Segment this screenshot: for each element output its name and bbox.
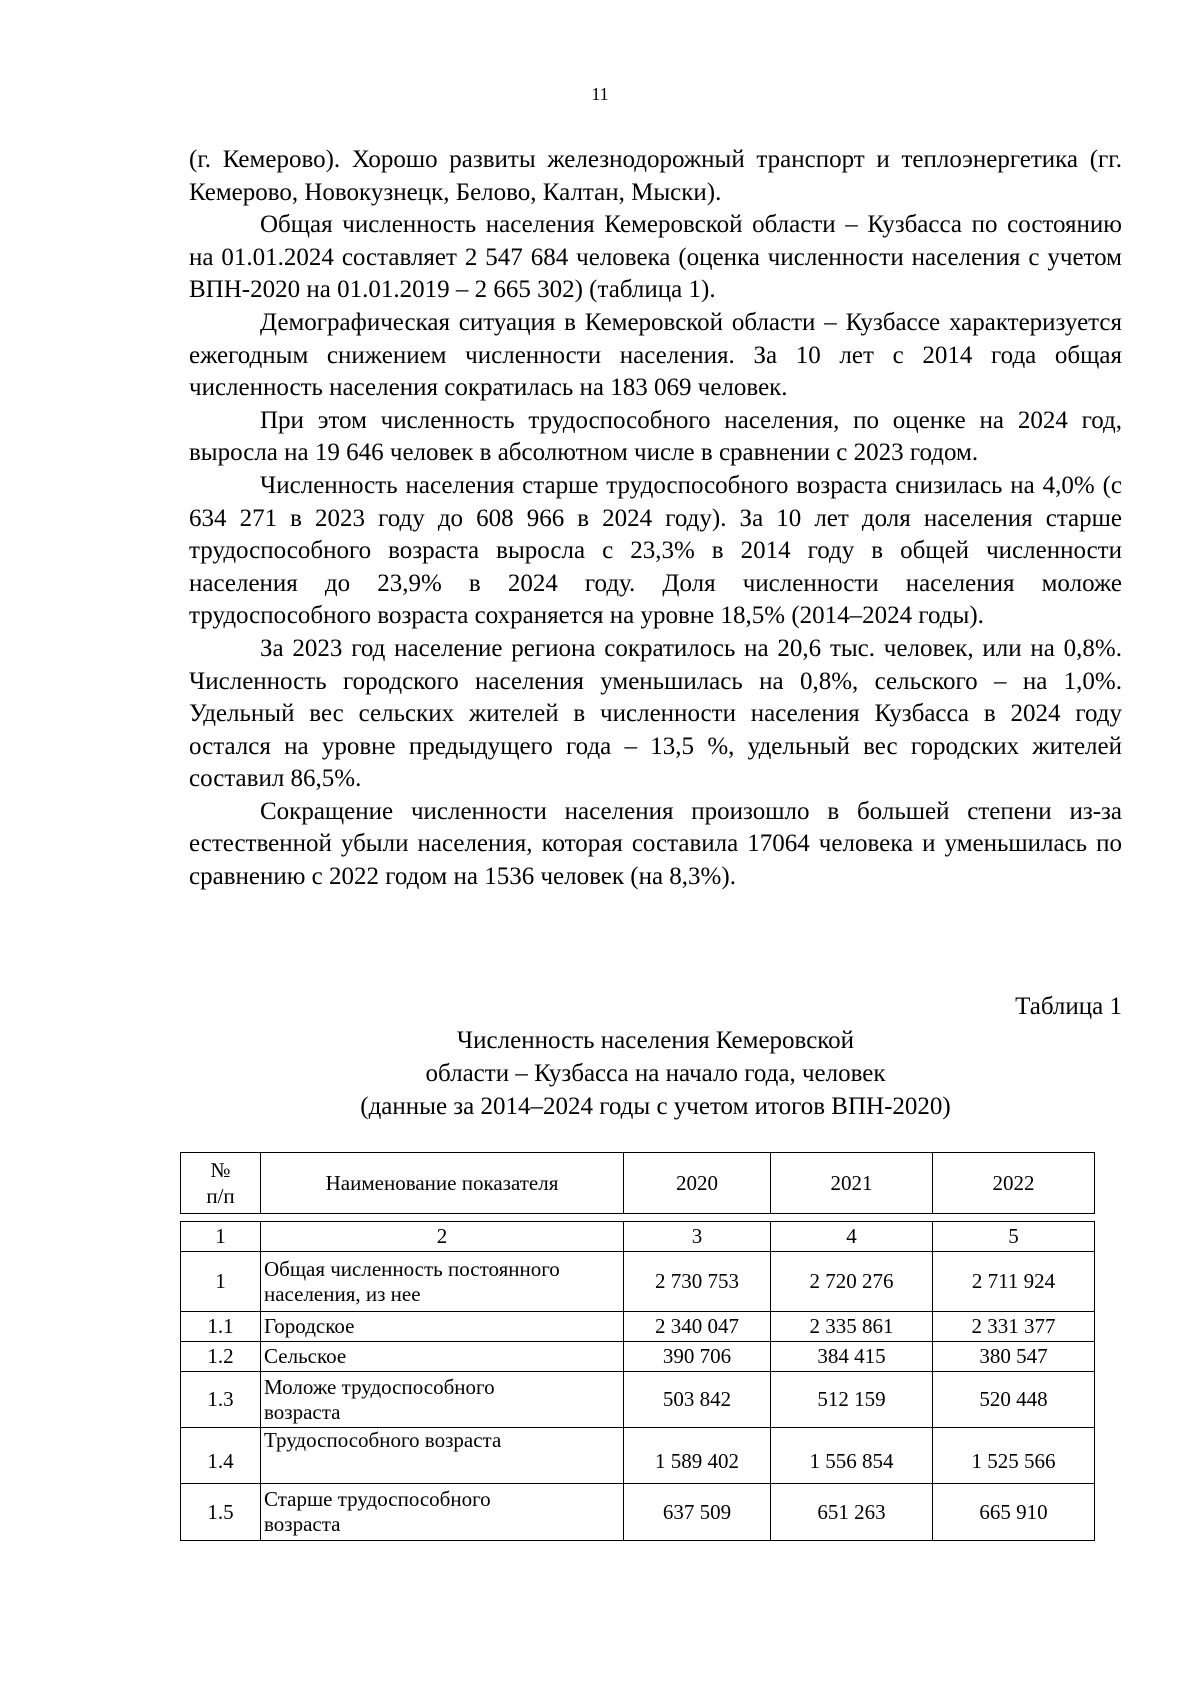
- table-title-line: (данные за 2014–2024 годы с учетом итогов ВПН-2020): [360, 1093, 951, 1120]
- header-num: [181, 1153, 261, 1214]
- row-value: 2 331 377: [933, 1312, 1095, 1342]
- row-name-line: населения, из нее: [264, 1281, 421, 1306]
- table-row: [181, 1428, 1095, 1484]
- row-num: 1.2: [181, 1342, 261, 1372]
- row-value: 665 910: [933, 1484, 1095, 1541]
- table-row: [181, 1484, 1095, 1541]
- row-name-line: возраста: [264, 1512, 341, 1536]
- table-row: [181, 1312, 1095, 1342]
- table-title-line: Численность населения Кемеровской: [456, 1027, 855, 1054]
- column-number: 5: [933, 1222, 1095, 1252]
- table-row: [181, 1372, 1095, 1428]
- paragraph-5: Численность населения старше трудоспособного возраста снизилась на 4,0% (с 634 271 в 2023 году до 608 966 в 2024 году). За 10 лет доля населения старше трудоспособного возраста выросла с 23,3% в 2014 году в общей численности населения до 23,9% в 2024 году. Доля численности населения моложе трудоспособного возраста сохраняется на уровне 18,5% (2014–2024 годы).: [189, 471, 1122, 630]
- row-value: 637 509: [624, 1484, 771, 1541]
- column-number: 4: [771, 1222, 933, 1252]
- paragraph-2: Общая численность населения Кемеровской области – Кузбасса по состоянию на 01.01.2024 составляет 2 547 684 человека (оценка численности населения с учетом ВПН-2020 на 01.01.2019 – 2 665 302) (таблица 1).: [189, 211, 1122, 304]
- row-value: 2 711 924: [933, 1252, 1095, 1312]
- header-name: Наименование показателя: [261, 1153, 624, 1214]
- row-num: 1.3: [181, 1372, 261, 1428]
- header-year: 2022: [933, 1153, 1095, 1214]
- header-year: 2020: [624, 1153, 771, 1214]
- table-spacer-row: [181, 1214, 1095, 1222]
- row-name: [261, 1484, 624, 1541]
- row-value: 1 589 402: [624, 1428, 771, 1484]
- row-name-line: Общая численность постоянного: [264, 1256, 560, 1281]
- paragraph-6: За 2023 год население региона сократилось на 20,6 тыс. человек, или на 0,8%. Численность городского населения уменьшилась на 0,8%, сельского – на 1,0%. Удельный вес сельских жителей в численности населения Кузбасса в 2024 году остался на уровне предыдущего года – 13,5 %, удельный вес городских жителей составил 86,5%.: [189, 634, 1122, 793]
- row-name: Сельское: [261, 1342, 624, 1372]
- column-number: 1: [181, 1222, 261, 1252]
- table-row: [181, 1342, 1095, 1372]
- header-num-line: №: [210, 1158, 231, 1182]
- row-num: 1.1: [181, 1312, 261, 1342]
- row-value: 2 335 861: [771, 1312, 933, 1342]
- table-label: Таблица 1: [1015, 993, 1122, 1020]
- row-value: 384 415: [771, 1342, 933, 1372]
- table-title: [189, 1024, 1122, 1123]
- column-number: 2: [261, 1222, 624, 1252]
- row-name-line: Старше трудоспособного: [264, 1487, 491, 1511]
- row-value: 380 547: [933, 1342, 1095, 1372]
- population-table: [180, 1152, 1095, 1541]
- table-header-row: [181, 1153, 1095, 1214]
- table-title-line: области – Кузбасса на начало года, человек: [425, 1060, 886, 1087]
- header-num-line: п/п: [206, 1184, 235, 1208]
- column-number-row: [181, 1222, 1095, 1252]
- row-value: 651 263: [771, 1484, 933, 1541]
- paragraph-3: Демографическая ситуация в Кемеровской области – Кузбассе характеризуется ежегодным снижением численности населения. За 10 лет с 2014 года общая численность населения сократилась на 183 069 человек.: [189, 308, 1122, 402]
- row-num: 1.4: [181, 1428, 261, 1484]
- row-value: 512 159: [771, 1372, 933, 1428]
- population-table-wrapper: [180, 1152, 1094, 1541]
- header-year: 2021: [771, 1153, 933, 1214]
- page-number: 11: [591, 84, 609, 104]
- row-value: 390 706: [624, 1342, 771, 1372]
- paragraph-4: При этом численность трудоспособного населения, по оценке на 2024 год, выросла на 19 646 человек в абсолютном числе в сравнении с 2023 годом.: [189, 406, 1122, 467]
- table-row: [181, 1252, 1095, 1312]
- row-name: [261, 1252, 624, 1312]
- row-value: 1 525 566: [933, 1428, 1095, 1484]
- row-value: 520 448: [933, 1372, 1095, 1428]
- row-name: Трудоспособного возраста: [261, 1428, 624, 1484]
- row-value: 2 730 753: [624, 1252, 771, 1312]
- paragraph-1: (г. Кемерово). Хорошо развиты железнодорожный транспорт и теплоэнергетика (гг. Кемерово, Новокузнецк, Белово, Калтан, Мыски).: [189, 146, 1122, 206]
- row-value: 2 340 047: [624, 1312, 771, 1342]
- paragraph-7: Сокращение численности населения произошло в большей степени из-за естественной убыли населения, которая составила 17064 человека и уменьшилась по сравнению с 2022 годом на 1536 человек (на 8,3%).: [189, 797, 1122, 891]
- row-value: 1 556 854: [771, 1428, 933, 1484]
- column-number: 3: [624, 1222, 771, 1252]
- row-name-line: Моложе трудоспособного: [264, 1374, 495, 1399]
- row-name: [261, 1372, 624, 1428]
- body-text: [189, 144, 1122, 894]
- row-value: 503 842: [624, 1372, 771, 1428]
- row-name-line: возраста: [264, 1399, 341, 1424]
- row-num: 1.5: [181, 1484, 261, 1541]
- row-value: 2 720 276: [771, 1252, 933, 1312]
- table-spacer: [181, 1214, 1095, 1222]
- row-name: Городское: [261, 1312, 624, 1342]
- row-num: 1: [181, 1252, 261, 1312]
